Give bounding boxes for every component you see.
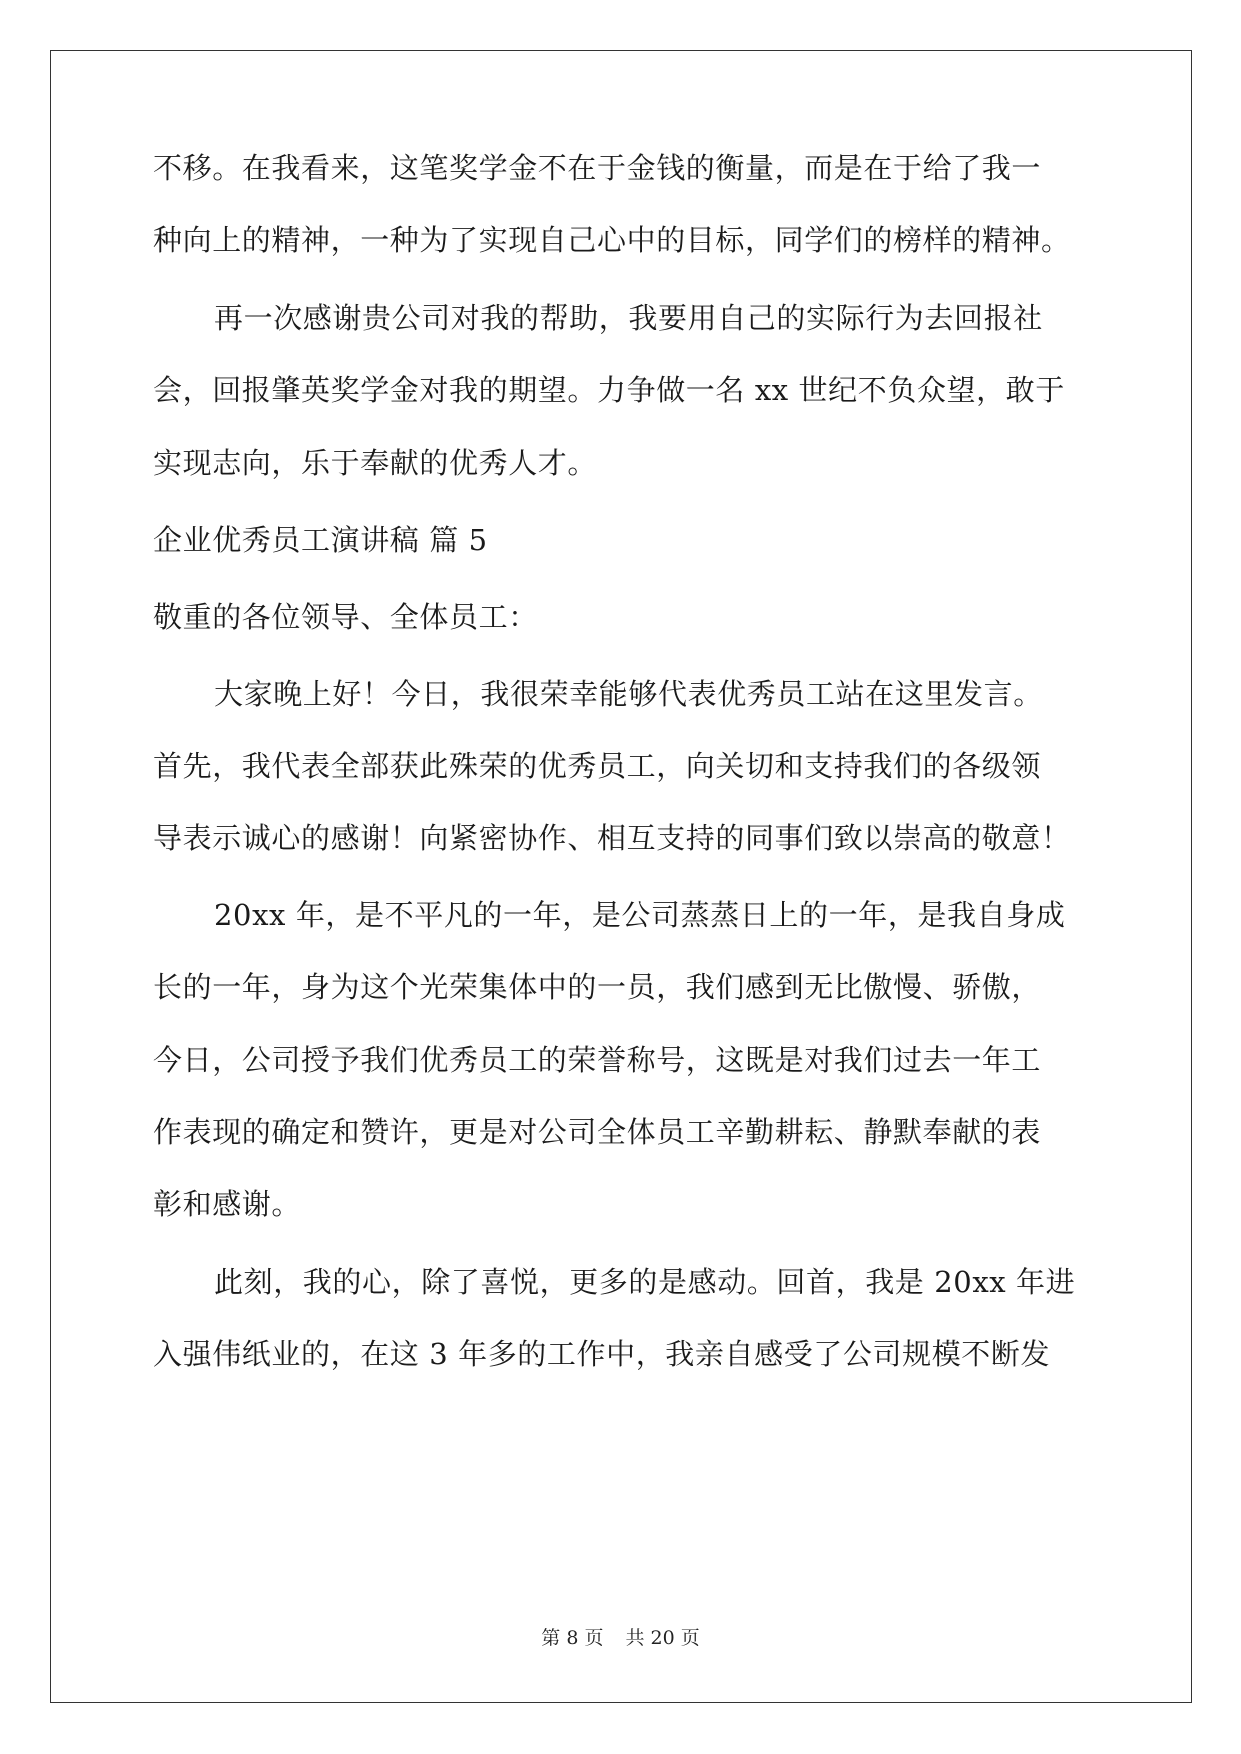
page-total: 共 20 页 <box>625 1627 700 1649</box>
page-number: 第 8 页 <box>541 1627 604 1649</box>
text-line: 会，回报肇英奖学金对我的期望。力争做一名 xx 世纪不负众望，敢于 <box>153 373 1065 407</box>
text-line: 作表现的确定和赞许，更是对公司全体员工辛勤耕耘、静默奉献的表 <box>153 1115 1042 1149</box>
text-line: 入强伟纸业的，在这 3 年多的工作中，我亲自感受了公司规模不断发 <box>153 1337 1051 1371</box>
page-footer <box>0 1623 1241 1650</box>
text-line: 导表示诚心的感谢！向紧密协作、相互支持的同事们致以崇高的敬意！ <box>153 821 1071 855</box>
paragraph-start: 20xx 年，是不平凡的一年，是公司蒸蒸日上的一年，是我自身成 <box>214 898 1066 932</box>
paragraph-start: 大家晚上好！今日，我很荣幸能够代表优秀员工站在这里发言。 <box>214 677 1043 711</box>
text-line: 长的一年，身为这个光荣集体中的一员，我们感到无比傲慢、骄傲， <box>153 970 1042 1004</box>
text-line: 彰和感谢。 <box>153 1187 302 1221</box>
text-line: 不移。在我看来，这笔奖学金不在于金钱的衡量，而是在于给了我一 <box>153 151 1042 185</box>
text-line: 实现志向，乐于奉献的优秀人才。 <box>153 446 598 480</box>
paragraph-start: 再一次感谢贵公司对我的帮助，我要用自己的实际行为去回报社 <box>214 301 1043 335</box>
text-line: 首先，我代表全部获此殊荣的优秀员工，向关切和支持我们的各级领 <box>153 749 1042 783</box>
paragraph-start: 此刻，我的心，除了喜悦，更多的是感动。回首，我是 20xx 年进 <box>214 1265 1076 1299</box>
salutation: 敬重的各位领导、全体员工： <box>153 600 538 634</box>
text-line: 今日，公司授予我们优秀员工的荣誉称号，这既是对我们过去一年工 <box>153 1043 1042 1077</box>
section-heading: 企业优秀员工演讲稿 篇 5 <box>153 523 488 557</box>
text-line: 种向上的精神，一种为了实现自己心中的目标，同学们的榜样的精神。 <box>153 223 1071 257</box>
